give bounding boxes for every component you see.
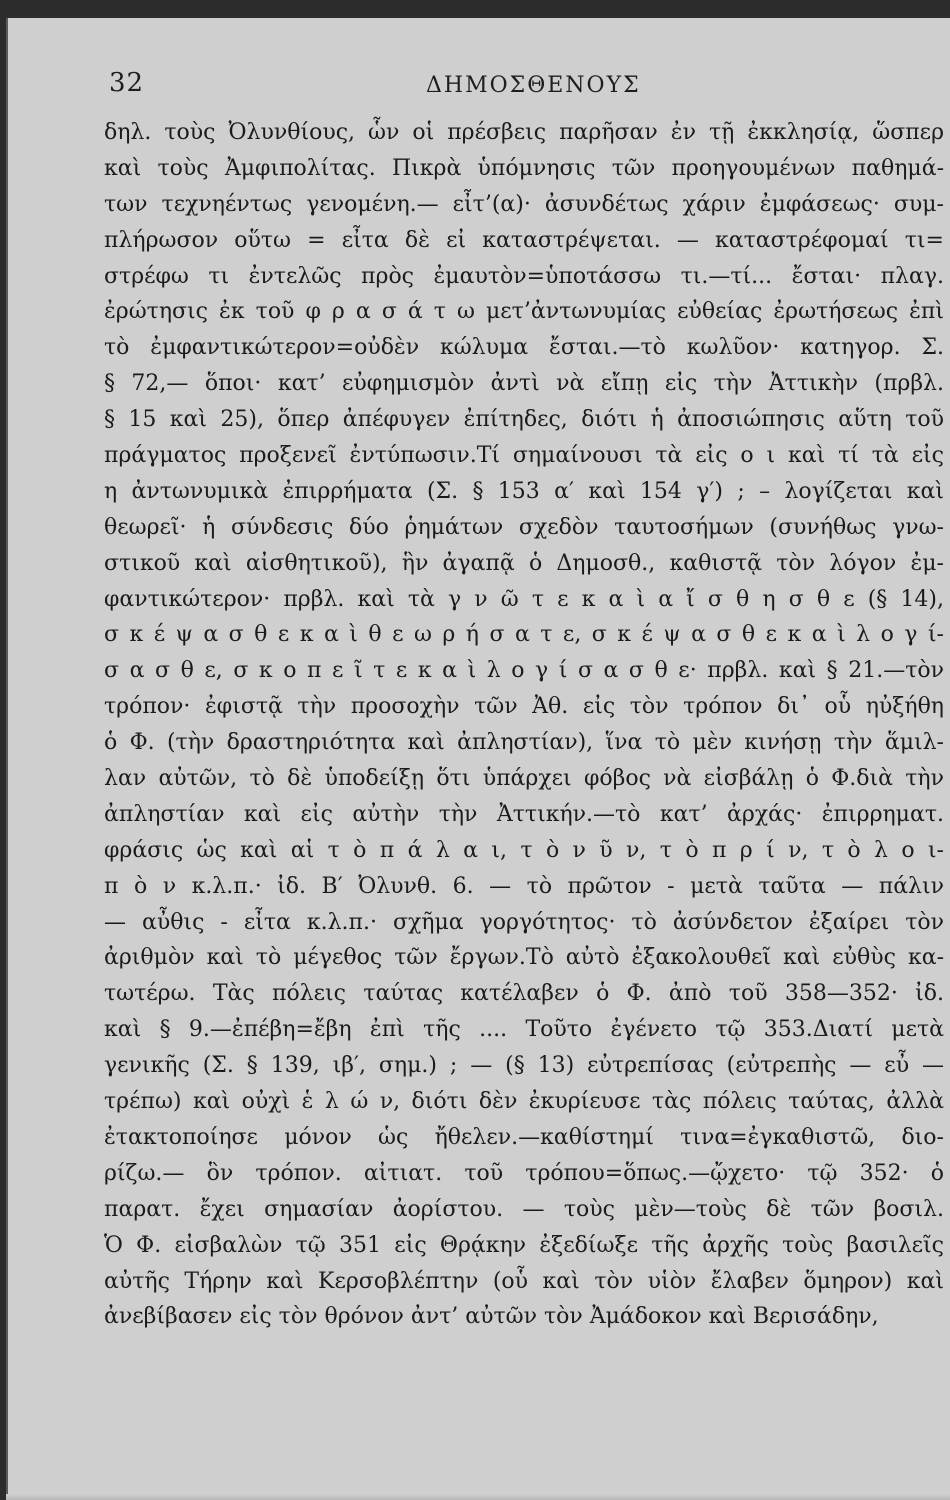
- text-line: σ κ έ ψ α σ θ ε κ α ὶ θ ε ω ρ ή σ α τ ε, σ κ έ ψ α σ θ ε κ α ὶ λ ο γ ί-: [104, 622, 944, 648]
- text-line: καὶ τοὺς Ἀμφιπολίτας. Πικρὰ ὑπόμνησις τῶν προηγουμένων παθημά-: [104, 155, 944, 181]
- text-line: § 72,— ὅποι· κατ’ εὐφημισμὸν ἀντὶ νὰ εἴπῃ εἰς τὴν Ἀττικὴν (πρβλ.: [104, 371, 944, 397]
- text-line: η ἀντωνυμικὰ ἐπιρρήματα (Σ. § 153 α′ καὶ 154 γ′) ; – λογίζεται καὶ: [104, 478, 944, 504]
- text-line: αὐτῆς Τήρην καὶ Κερσοβλέπτην (οὗ καὶ τὸν υἱὸν ἔλαβεν ὅμηρον) καὶ: [104, 1268, 944, 1294]
- commentary-text: [104, 115, 944, 1335]
- text-line: ἀνεβίβασεν εἰς τὸν θρόνον ἀντ’ αὐτῶν τὸν Ἀμάδοκον καὶ Βερισάδην,: [104, 1304, 879, 1330]
- running-title: ΔΗΜΟΣΘΕΝΟΥΣ: [426, 73, 641, 98]
- text-line: ὁ Φ. (τὴν δραστηριότητα καὶ ἀπληστίαν), ἵνα τὸ μὲν κινήσῃ τὴν ἅμιλ-: [104, 730, 944, 756]
- text-line: στρέφω τι ἐντελῶς πρὸς ἐμαυτὸν=ὑποτάσσω τι.—τί... ἔσται· πλαγ.: [104, 263, 944, 289]
- text-line: λαν αὐτῶν, τὸ δὲ ὑποδείξῃ ὅτι ὑπάρχει φόβος νὰ εἰσβάλῃ ὁ Φ.διὰ τὴν: [104, 766, 944, 792]
- page-number: 32: [109, 68, 145, 98]
- text-line: π ὸ ν κ.λ.π.· ἰδ. Β′ Ὀλυνθ. 6. — τὸ πρῶτον - μετὰ ταῦτα — πάλιν: [104, 873, 944, 899]
- text-line: τρέπω) καὶ οὐχὶ ἑ λ ώ ν, διότι δὲν ἐκυρίευσε τὰς πόλεις ταύτας, ἀλλὰ: [104, 1089, 944, 1115]
- text-line: § 15 καὶ 25), ὅπερ ἀπέφυγεν ἐπίτηδες, διότι ἡ ἀποσιώπησις αὕτη τοῦ: [104, 407, 944, 433]
- text-line: τωτέρω. Τὰς πόλεις ταύτας κατέλαβεν ὁ Φ. ἀπὸ τοῦ 358—352· ἰδ.: [104, 981, 944, 1007]
- text-line: τὸ ἐμφαντικώτερον=οὐδὲν κώλυμα ἔσται.—τὸ κωλῦον· κατηγορ. Σ.: [104, 335, 944, 361]
- text-line: φράσις ὡς καὶ αἱ τ ὸ π ά λ α ι, τ ὸ ν ῦ ν, τ ὸ π ρ ί ν, τ ὸ λ ο ι-: [104, 837, 944, 863]
- text-line: καὶ § 9.—ἐπέβη=ἔβη ἐπὶ τῆς .... Τοῦτο ἐγένετο τῷ 353.Διατί μετὰ: [104, 1017, 944, 1043]
- text-line: παρατ. ἔχει σημασίαν ἀορίστου. — τοὺς μὲν—τοὺς δὲ τῶν βοσιλ.: [104, 1196, 944, 1222]
- text-line: των τεχνηέντως γενομένη.— εἶτ’(α)· ἀσυνδέτως χάριν ἐμφάσεως· συμ-: [104, 191, 944, 217]
- text-line: πλήρωσον οὕτω = εἶτα δὲ εἰ καταστρέψεται. — καταστρέφομαί τι=: [104, 227, 944, 253]
- book-page: [6, 18, 950, 1500]
- text-line: ἀπληστίαν καὶ εἰς αὐτὴν τὴν Ἀττικήν.—τὸ κατ’ ἀρχάς· ἐπιρρηματ.: [104, 801, 944, 827]
- text-line: τρόπον· ἐφιστᾷ τὴν προσοχὴν τῶν Ἀθ. εἰς τὸν τρόπον δι᾽ οὗ ηὐξήθη: [104, 694, 944, 720]
- text-line: πράγματος προξενεῖ ἐντύπωσιν.Τί σημαίνουσι τὰ εἰς ο ι καὶ τί τὰ εἰς: [104, 443, 944, 469]
- text-line: ρίζω.— ὃν τρόπον. αἰτιατ. τοῦ τρόπου=ὅπως.—ᾤχετο· τῷ 352· ὁ: [104, 1160, 944, 1186]
- text-line: σ α σ θ ε, σ κ ο π ε ῖ τ ε κ α ὶ λ ο γ ί σ α σ θ ε· πρβλ. καὶ § 21.—τὸν: [104, 658, 944, 684]
- text-line: δηλ. τοὺς Ὀλυνθίους, ὧν οἱ πρέσβεις παρῆσαν ἐν τῇ ἐκκλησίᾳ, ὥσπερ: [104, 120, 944, 145]
- text-line: ἐρώτησις ἐκ τοῦ φ ρ α σ ά τ ω μετ’ἀντωνυμίας εὐθείας ἐρωτήσεως ἐπὶ: [104, 299, 944, 325]
- text-line: στικοῦ καὶ αἰσθητικοῦ), ἣν ἀγαπᾷ ὁ Δημοσθ., καθιστᾷ τὸν λόγον ἐμ-: [104, 550, 944, 576]
- text-line: γενικῆς (Σ. § 139, ιβ′, σημ.) ; — (§ 13) εὐτρεπίσας (εὐτρεπὴς — εὖ —: [104, 1053, 944, 1079]
- text-line: — αὖθις - εἶτα κ.λ.π.· σχῆμα γοργότητος· τὸ ἀσύνδετον ἐξαίρει τὸν: [104, 909, 944, 935]
- text-line: θεωρεῖ· ἡ σύνδεσις δύο ῥημάτων σχεδὸν ταυτοσήμων (συνήθως γνω-: [104, 514, 944, 540]
- text-line: ἀριθμὸν καὶ τὸ μέγεθος τῶν ἔργων.Τὸ αὐτὸ ἐξακολουθεῖ καὶ εὐθὺς κα-: [104, 945, 944, 971]
- text-line: ἐτακτοποίησε μόνον ὡς ἤθελεν.—καθίστημί τινα=ἐγκαθιστῶ, διο-: [104, 1124, 944, 1150]
- text-line: Ὁ Φ. εἰσβαλὼν τῷ 351 εἰς Θρᾴκην ἐξεδίωξε τῆς ἀρχῆς τοὺς βασιλεῖς: [104, 1232, 944, 1258]
- page-bottom-edge: [6, 1494, 950, 1500]
- text-line: φαντικώτερον· πρβλ. καὶ τὰ γ ν ῶ τ ε κ α ὶ α ἴ σ θ η σ θ ε (§ 14),: [104, 586, 944, 612]
